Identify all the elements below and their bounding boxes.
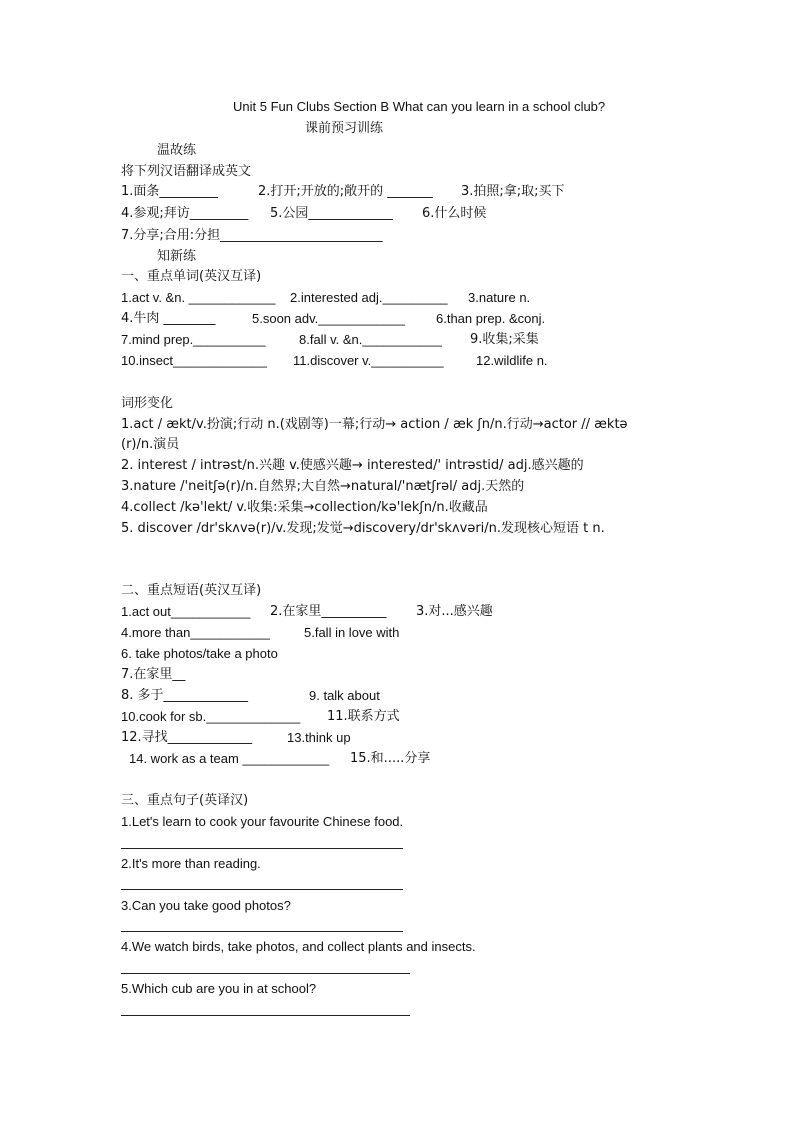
review-item: 4.参观;拜访_________	[121, 206, 249, 221]
phrase-item: 10.cook for sb._____________	[121, 709, 301, 724]
phrase-item: 7.在家里__	[121, 667, 186, 682]
sentence-item: 1.Let's learn to cook your favourite Chinese food.	[121, 814, 404, 829]
vocab-item: 1.act v. &n. ____________	[121, 290, 276, 305]
page-subtitle: 课前预习训练	[305, 121, 384, 136]
phrase-item: 12.寻找_____________	[121, 730, 253, 745]
phrase-item: 9. talk about	[309, 688, 380, 703]
review-item: 7.分享;合用:分担_________________________	[121, 228, 383, 243]
vocab-item: 10.insect_____________	[121, 353, 268, 368]
vocab-item: 11.discover v.__________	[293, 353, 444, 368]
phrase-item: 4.more than___________	[121, 625, 270, 640]
vocab-item: 5.soon adv.____________	[252, 311, 406, 326]
phrase-item: 5.fall in love with	[304, 625, 400, 640]
word-form-line: 5. discover /dr'skʌvə(r)/v.发现;发觉→discovery/dr'skʌvəri/n.发现核心短语 t n.	[121, 521, 605, 536]
phrase-item: 13.think up	[287, 730, 351, 745]
review-item: 6.什么时候	[422, 206, 487, 221]
vocab-item: 4.牛肉 ________	[121, 311, 216, 326]
phrase-item: 15.和.....分享	[350, 751, 431, 766]
phrase-item: 11.联系方式	[327, 709, 400, 724]
vocab-item: 7.mind prep.__________	[121, 332, 266, 347]
review-item: 5.公园_____________	[270, 206, 393, 221]
vocab-item: 8.fall v. &n.___________	[299, 332, 442, 347]
vocab-item: 6.than prep. &conj.	[436, 311, 546, 326]
vocab-item: 3.nature n.	[468, 290, 531, 305]
phrase-item: 2.在家里__________	[270, 604, 387, 619]
phrase-item: 14. work as a team ____________	[129, 751, 330, 766]
phrases-heading: 二、重点短语(英汉互译)	[121, 583, 262, 598]
phrase-item: 3.对...感兴趣	[416, 604, 493, 619]
word-form-line: 1.act / ækt/v.扮演;行动 n.(戏剧等)一幕;行动→ action / æk ʃn/n.行动→actor // æktə	[121, 417, 628, 432]
page-title: Unit 5 Fun Clubs Section B What can you learn in a school club?	[233, 99, 606, 114]
answer-line[interactable]	[121, 973, 410, 974]
sentence-item: 4.We watch birds, take photos, and collect plants and insects.	[121, 939, 476, 954]
word-form-line: 4.collect /kə'lekt/ v.收集:采集→collection/kə'lekʃn/n.收藏品	[121, 500, 488, 515]
vocab-item: 9.收集;采集	[470, 332, 539, 347]
sentence-item: 3.Can you take good photos?	[121, 898, 291, 913]
review-item: 2.打开;开放的;敞开的 _______	[258, 184, 433, 199]
word-form-line: 2. interest / intrəst/n.兴趣 v.使感兴趣→ interested/' intrəstid/ adj.感兴趣的	[121, 458, 584, 473]
word-form-line: 3.nature /'neitʃə(r)/n.自然界;大自然→natural/'nætʃrəl/ adj.天然的	[121, 479, 525, 494]
review-heading: 温故练	[157, 143, 197, 158]
sentence-item: 2.It's more than reading.	[121, 856, 261, 871]
answer-line[interactable]	[121, 1015, 410, 1016]
review-item: 1.面条_________	[121, 184, 218, 199]
vocab-item: 2.interested adj._________	[290, 290, 448, 305]
word-form-line: (r)/n.演员	[121, 437, 180, 452]
word-forms-heading: 词形变化	[121, 396, 174, 411]
vocab-item: 12.wildlife n.	[476, 353, 548, 368]
answer-line[interactable]	[121, 931, 403, 932]
phrase-item: 8. 多于_____________	[121, 688, 249, 703]
answer-line[interactable]	[121, 889, 403, 890]
answer-line[interactable]	[121, 848, 403, 849]
sentence-item: 5.Which cub are you in at school?	[121, 981, 317, 996]
phrase-item: 1.act out___________	[121, 604, 251, 619]
review-instruction: 将下列汉语翻译成英文	[121, 164, 252, 179]
sentences-heading: 三、重点句子(英译汉)	[121, 793, 249, 808]
phrase-item: 6. take photos/take a photo	[121, 646, 278, 661]
new-section-heading: 知新练	[157, 249, 197, 264]
review-item: 3.拍照;拿;取;买下	[461, 184, 565, 199]
vocab-heading: 一、重点单词(英汉互译)	[121, 269, 262, 284]
